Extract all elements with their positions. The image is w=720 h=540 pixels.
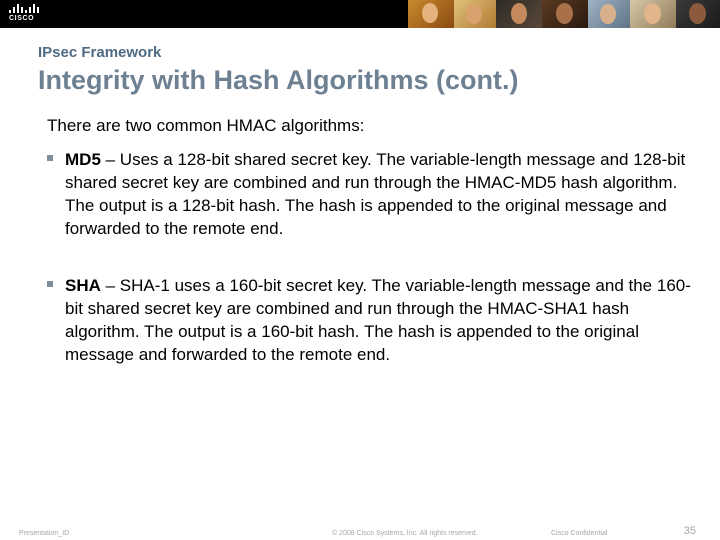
intro-text: There are two common HMAC algorithms:	[47, 116, 365, 135]
footer-copyright: © 2008 Cisco Systems, Inc. All rights reserved.	[332, 530, 478, 537]
square-bullet-icon	[47, 281, 53, 287]
bullet-term: SHA	[65, 276, 101, 295]
bullet-text	[65, 274, 697, 366]
square-bullet-icon	[47, 155, 53, 161]
bullet-term: MD5	[65, 150, 101, 169]
cisco-logo-icon	[9, 4, 41, 13]
banner-photo	[630, 0, 676, 28]
bullet-description: – SHA-1 uses a 160-bit secret key. The variable-length message and the 160-bit shared secret key are combined and run through the HMAC-SHA1 hash algorithm. The output is a 160-bit hash. The hash is appended to the original message and forwarded to the remote end.	[65, 276, 691, 364]
banner-photo	[542, 0, 588, 28]
slide-title: Integrity with Hash Algorithms (cont.)	[38, 65, 519, 95]
bullet-sha	[47, 274, 697, 366]
cisco-logo	[9, 4, 41, 24]
banner-photo	[408, 0, 454, 28]
page-number: 35	[683, 525, 696, 537]
bullet-description: – Uses a 128-bit shared secret key. The variable-length message and 128-bit shared secret key are combined and run through the HMAC-MD5 hash algorithm. The output is a 128-bit hash. The hash is appended to the original message and forwarded to the remote end.	[65, 150, 686, 238]
footer-presentation-id: Presentation_ID	[19, 530, 70, 537]
banner-photo	[454, 0, 496, 28]
header-banner	[0, 0, 720, 28]
footer-confidentiality: Cisco Confidential	[551, 530, 608, 537]
cisco-wordmark: CISCO	[9, 15, 35, 22]
banner-photo-strip	[408, 0, 720, 28]
bullet-md5	[47, 148, 697, 240]
banner-photo	[496, 0, 542, 28]
bullet-text	[65, 148, 697, 240]
banner-photo	[676, 0, 720, 28]
section-title: IPsec Framework	[38, 44, 162, 61]
banner-photo	[588, 0, 630, 28]
